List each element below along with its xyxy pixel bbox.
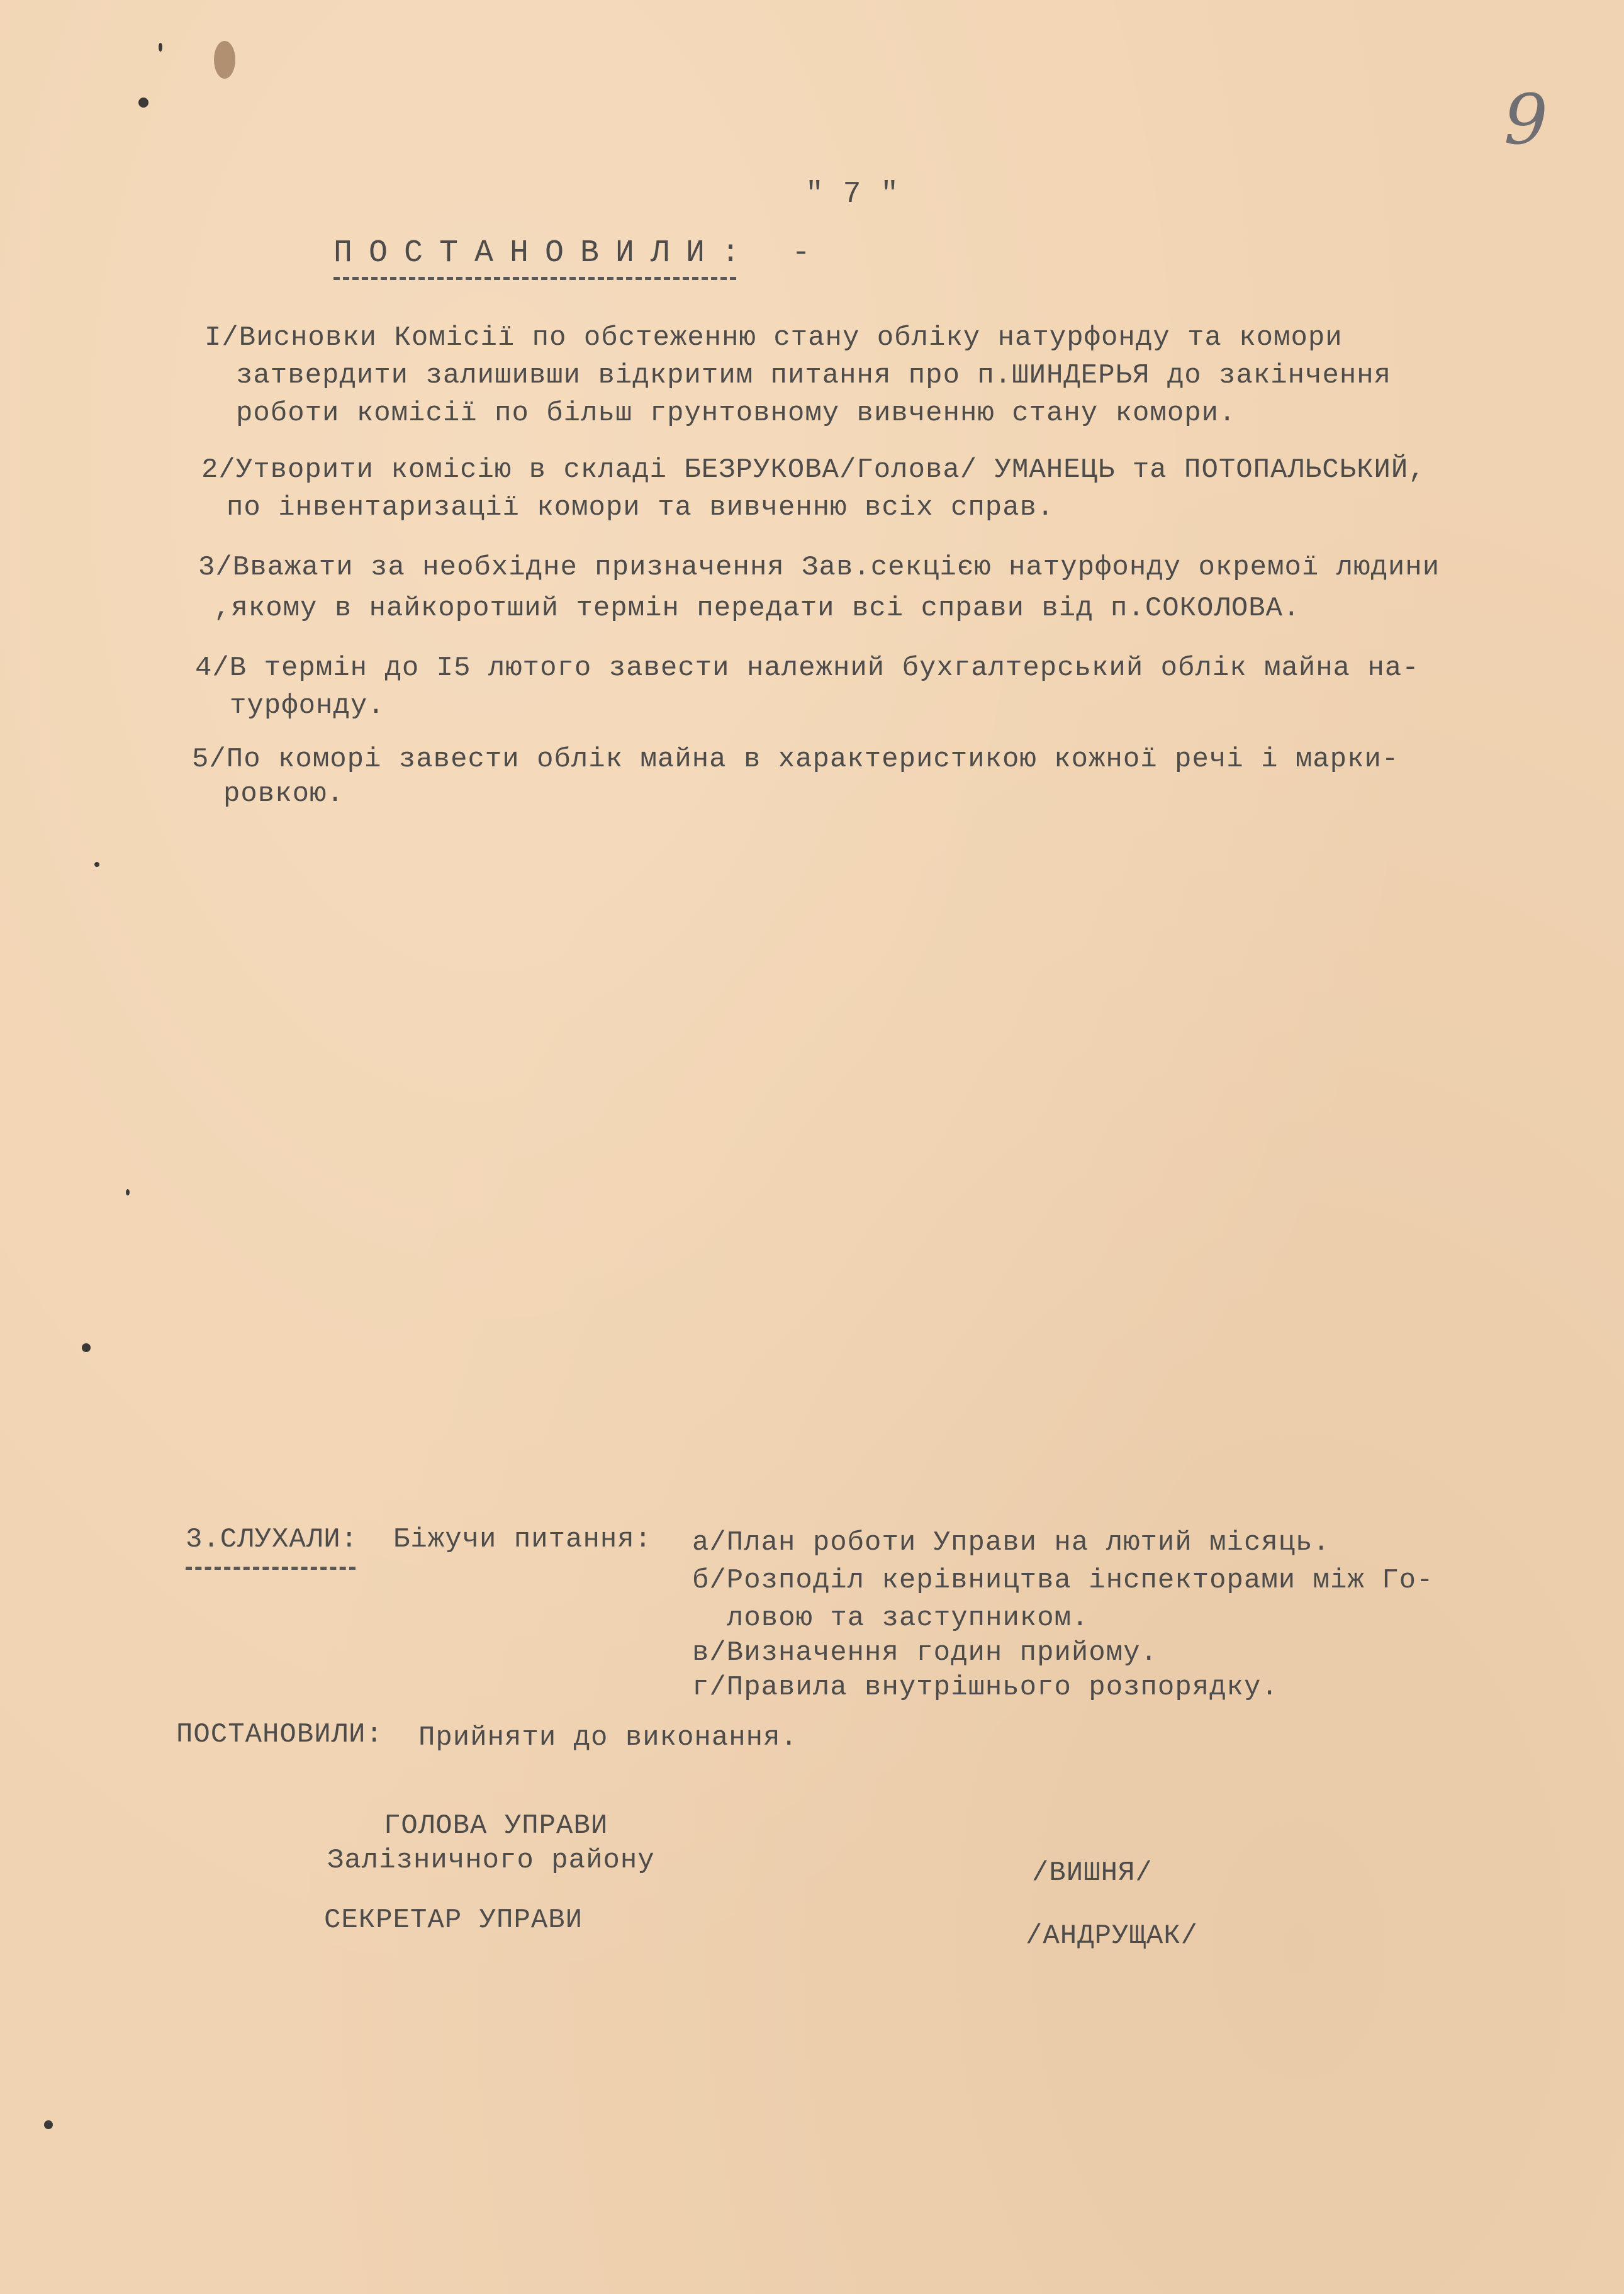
paper-speck: [159, 43, 162, 52]
resolution-line: ,якому в найкоротший термін передати всі справи від п.СОКОЛОВА.: [214, 593, 1301, 624]
resolution-line: 4/В термін до I5 лютого завести належний бухгалтерський облік майна на-: [195, 652, 1420, 684]
heard-label-underline: [186, 1567, 356, 1570]
heading-underline: [333, 277, 736, 280]
resolution-line: затвердити залишивши відкритим питання про п.ШИНДЕРЬЯ до закінчення: [236, 360, 1392, 391]
resolution-line: роботи комісії по більш грунтовному вивченню стану комори.: [236, 398, 1236, 429]
heard-text: Біжучи питання:: [393, 1524, 652, 1555]
secretary-name: /АНДРУЩАК/: [1026, 1920, 1199, 1952]
chair-title-district: Залізничного району: [327, 1845, 655, 1876]
resolution-line: ровкою.: [223, 778, 344, 810]
resolution-line: 2/Утворити комісію в складі БЕЗРУКОВА/Голова/ УМАНЕЦЬ та ПОТОПАЛЬСЬКИЙ,: [201, 454, 1426, 486]
paper-speck: [82, 1343, 91, 1352]
paper-speck: [138, 98, 148, 108]
resolution-line: 3/Вважати за необхідне призначення Зав.секцією натурфонду окремої людини: [198, 552, 1440, 583]
paper-speck: [94, 862, 99, 867]
resolution-line: турфонду.: [230, 690, 385, 722]
paper-stain: [214, 41, 235, 79]
agenda-item: в/Визначення годин прийому.: [692, 1637, 1158, 1669]
resolution-line: І/Висновки Комісії по обстеженню стану обліку натурфонду та комори: [204, 322, 1343, 354]
archive-folio-number: 9: [1504, 79, 1548, 160]
resolution-line: 5/По коморі завести облік майна в характеристикою кожної речі і марки-: [192, 744, 1399, 775]
agenda-item: а/План роботи Управи на лютий місяць.: [692, 1527, 1330, 1558]
secretary-title: СЕКРЕТАР УПРАВИ: [324, 1905, 583, 1936]
decided-label: ПОСТАНОВИЛИ:: [176, 1719, 383, 1750]
agenda-item: г/Правила внутрішнього розпорядку.: [692, 1672, 1279, 1703]
agenda-item: б/Розподіл керівництва інспекторами між Го-: [692, 1565, 1434, 1596]
paper-speck: [126, 1189, 130, 1195]
paper-speck: [44, 2120, 53, 2129]
page-number: " 7 ": [805, 177, 900, 211]
decided-text: Прийняти до виконання.: [418, 1722, 798, 1754]
chair-title: ГОЛОВА УПРАВИ: [384, 1810, 608, 1842]
heard-label: 3.СЛУХАЛИ:: [186, 1524, 359, 1555]
agenda-item: ловою та заступником.: [727, 1603, 1089, 1634]
resolution-line: по інвентаризації комори та вивченню всіх справ.: [227, 492, 1055, 523]
resolved-heading: ПОСТАНОВИЛИ: -: [333, 235, 827, 271]
chair-name: /ВИШНЯ/: [1032, 1857, 1153, 1889]
